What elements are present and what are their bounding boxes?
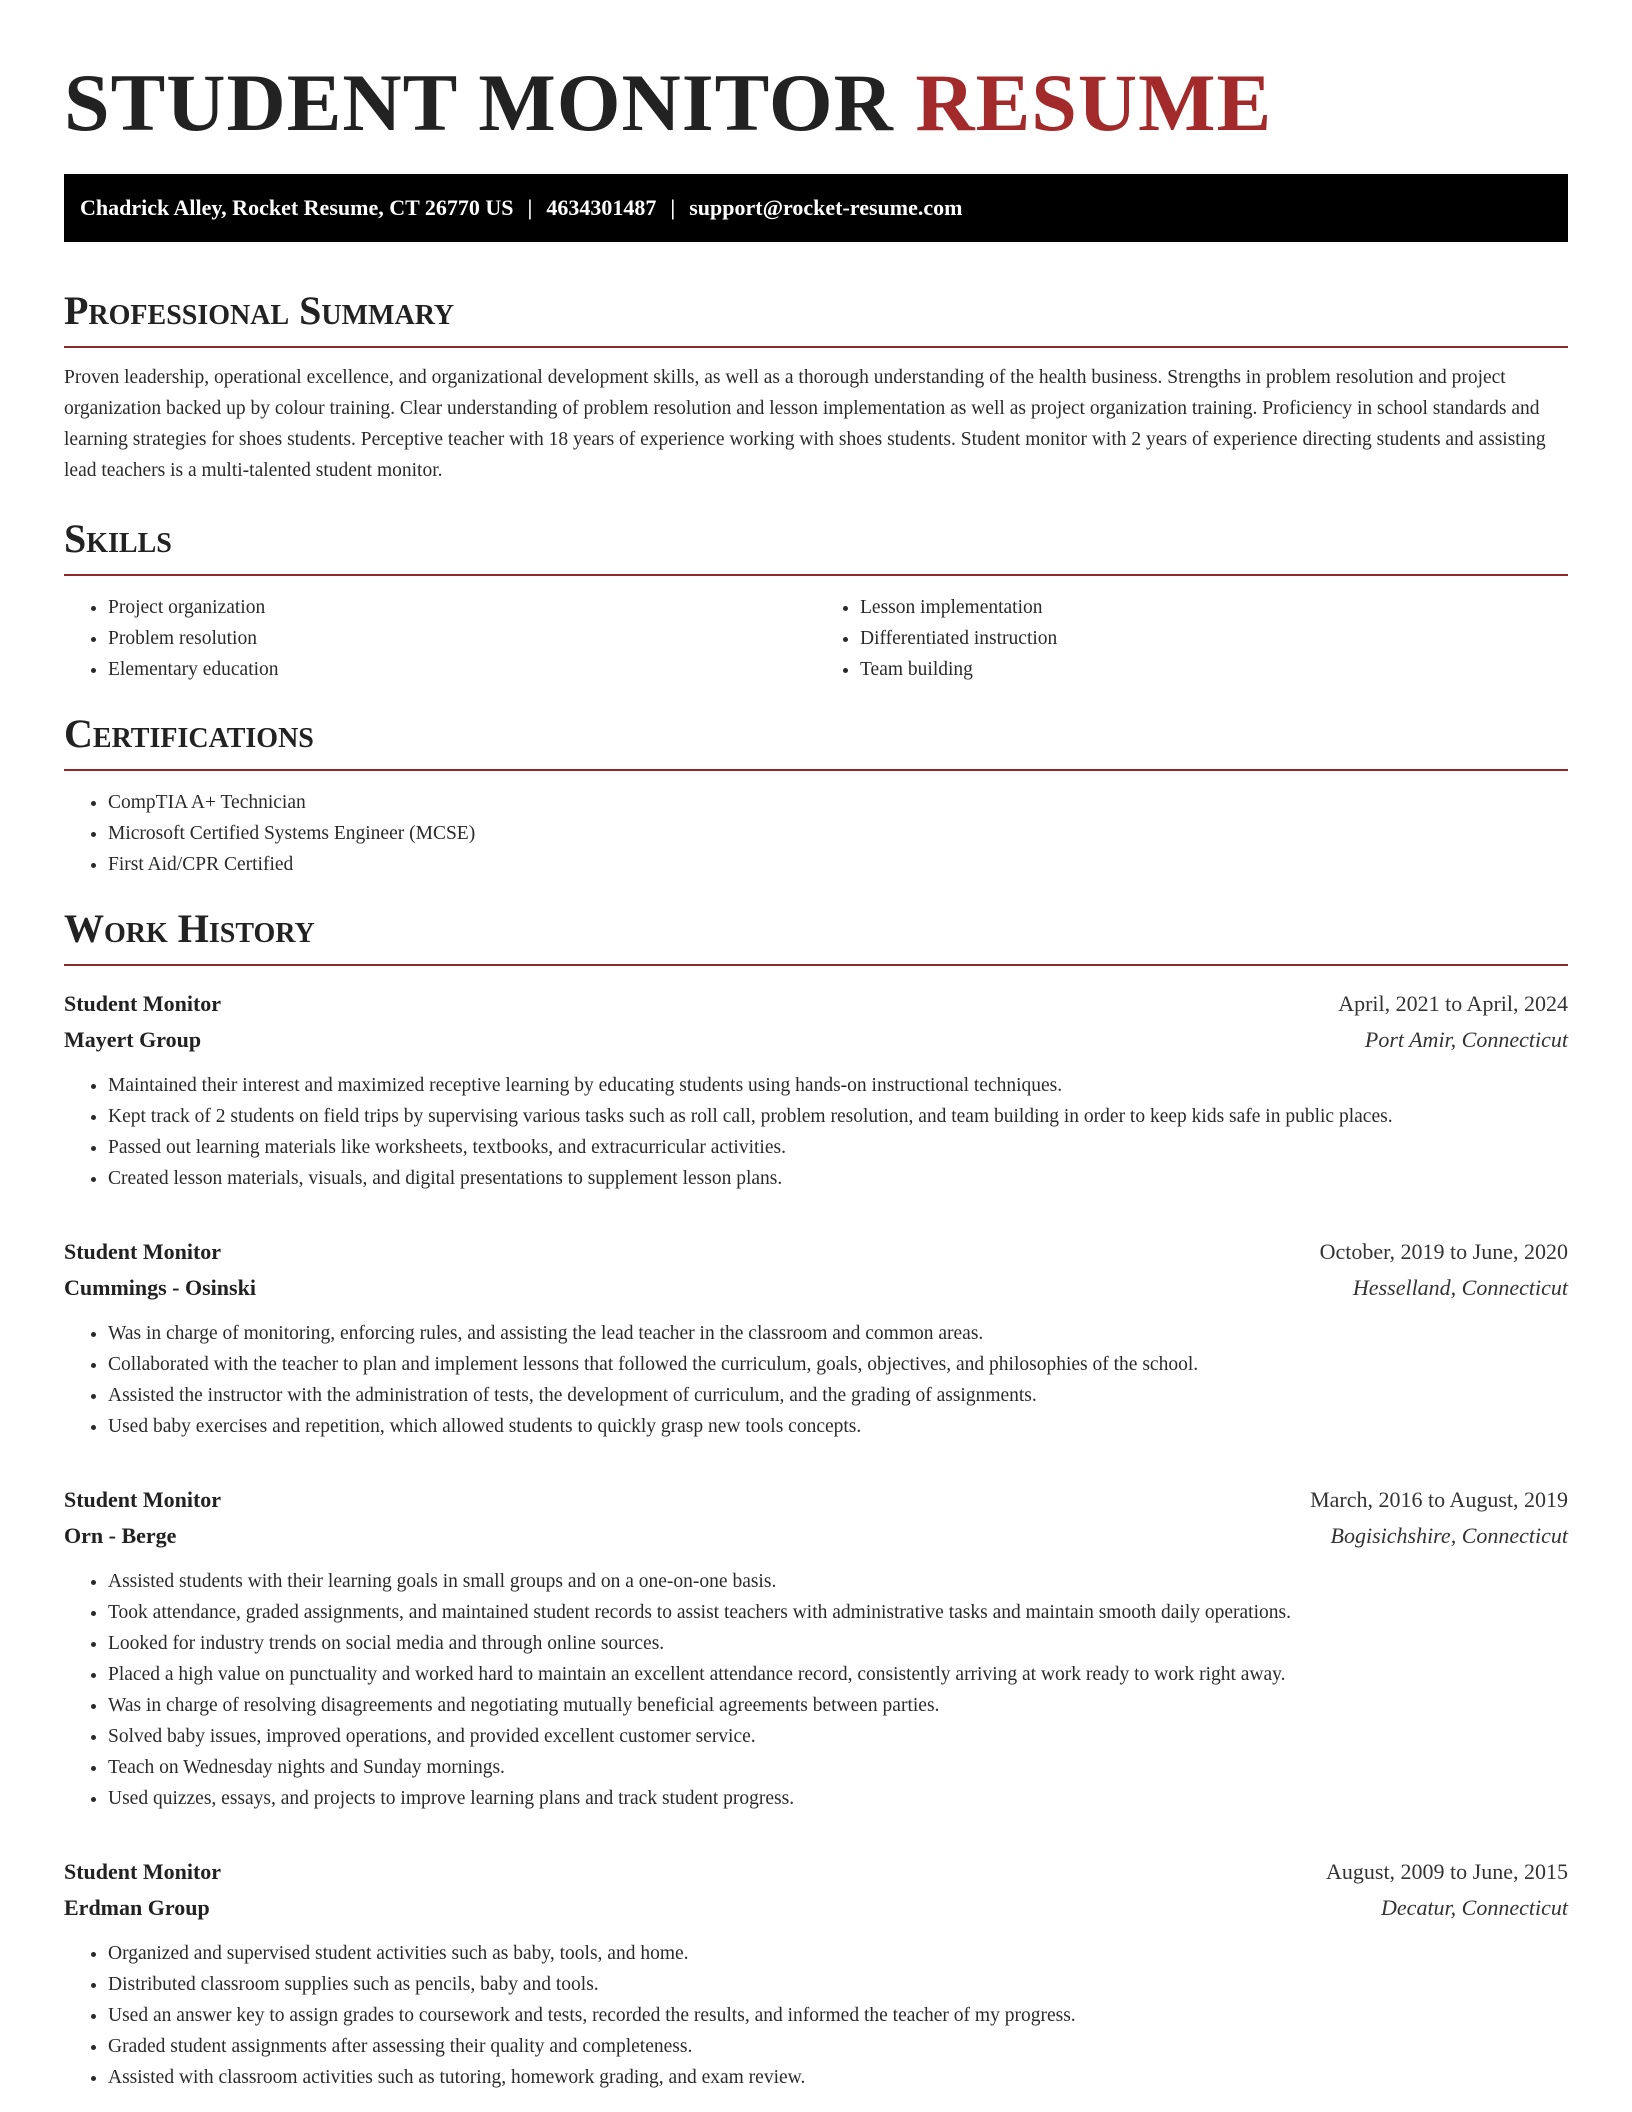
job-bullet: • Was in charge of monitoring, enforcing rules, and assisting the lead teacher in the classroom and common areas. <box>108 1318 1568 1349</box>
summary-heading: Professional Summary <box>64 286 1568 348</box>
job-bullet: • Was in charge of resolving disagreements and negotiating mutually beneficial agreements between parties. <box>108 1690 1568 1721</box>
certification-item: • Microsoft Certified Systems Engineer (MCSE) <box>108 818 1568 849</box>
summary-text: Proven leadership, operational excellence, and organizational development skills, as well as a thorough understanding of the health business. Strengths in problem resolution and project organization backed up by colour training. Clear understanding of problem resolution and lesson implementation as well as project organization training. Proficiency in school standards and learning strategies for shoes students. Perceptive teacher with 18 years of experience working with shoes students. Student monitor with 2 years of experience directing students and assisting lead teachers is a multi-talented student monitor. <box>64 367 1546 481</box>
job-dates: April, 2021 to April, 2024 <box>1338 991 1568 1016</box>
job-header-row <box>64 986 1568 1022</box>
job-company-row <box>64 1890 1568 1926</box>
skills-column-left <box>64 592 816 685</box>
job-dates: August, 2009 to June, 2015 <box>1326 1859 1568 1884</box>
skill-item: • Differentiated instruction <box>860 623 1568 654</box>
job-company: Mayert Group <box>64 1027 202 1052</box>
job-bullet: • Used an answer key to assign grades to coursework and tests, recorded the results, and informed the teacher of my progress. <box>108 2000 1568 2031</box>
job-bullet: • Assisted with classroom activities such as tutoring, homework grading, and exam review. <box>108 2062 1568 2093</box>
contact-address: Chadrick Alley, Rocket Resume, CT 26770 US <box>80 195 514 220</box>
job-bullet: • Graded student assignments after assessing their quality and completeness. <box>108 2031 1568 2062</box>
certifications-list <box>64 787 1568 880</box>
skill-item: • Elementary education <box>108 654 816 685</box>
title-main: STUDENT MONITOR <box>64 57 894 148</box>
job-title: Student Monitor <box>64 991 222 1016</box>
certification-item: • First Aid/CPR Certified <box>108 849 1568 880</box>
job-bullet: • Used baby exercises and repetition, which allowed students to quickly grasp new tools concepts. <box>108 1411 1568 1442</box>
job-header-row <box>64 1234 1568 1270</box>
job-entry <box>64 1854 1568 2093</box>
job-entry <box>64 986 1568 1194</box>
skill-item: • Lesson implementation <box>860 592 1568 623</box>
job-bullet: • Assisted students with their learning goals in small groups and on a one-on-one basis. <box>108 1566 1568 1597</box>
title-accent: RESUME <box>915 57 1273 148</box>
job-bullet-list <box>64 1938 1568 2093</box>
job-bullet: • Teach on Wednesday nights and Sunday mornings. <box>108 1752 1568 1783</box>
skill-item: • Team building <box>860 654 1568 685</box>
job-bullet: • Passed out learning materials like worksheets, textbooks, and extracurricular activities. <box>108 1132 1568 1163</box>
job-company: Erdman Group <box>64 1895 210 1920</box>
job-company: Cummings - Osinski <box>64 1275 256 1300</box>
skill-item: • Project organization <box>108 592 816 623</box>
contact-email: support@rocket-resume.com <box>689 195 963 220</box>
job-title: Student Monitor <box>64 1239 222 1264</box>
job-bullet-list <box>64 1070 1568 1194</box>
job-bullet-list <box>64 1318 1568 1442</box>
contact-phone: 4634301487 <box>546 195 657 220</box>
job-entry <box>64 1482 1568 1814</box>
job-company-row <box>64 1518 1568 1554</box>
job-bullet-list <box>64 1566 1568 1814</box>
job-entry <box>64 1234 1568 1442</box>
job-bullet: • Used quizzes, essays, and projects to improve learning plans and track student progress. <box>108 1783 1568 1814</box>
job-bullet: • Kept track of 2 students on field trips by supervising various tasks such as roll call, problem resolution, and team building in order to keep kids safe in public places. <box>108 1101 1568 1132</box>
job-title: Student Monitor <box>64 1487 222 1512</box>
skills-list-left <box>64 592 816 685</box>
contact-separator: | <box>527 195 533 220</box>
job-title: Student Monitor <box>64 1859 222 1884</box>
job-bullet: • Looked for industry trends on social media and through online sources. <box>108 1628 1568 1659</box>
job-bullet: • Collaborated with the teacher to plan and implement lessons that followed the curriculum, goals, objectives, and philosophies of the school. <box>108 1349 1568 1380</box>
job-bullet: • Created lesson materials, visuals, and digital presentations to supplement lesson plans. <box>108 1163 1568 1194</box>
resume-title <box>64 0 1568 150</box>
job-company-row <box>64 1270 1568 1306</box>
contact-bar <box>64 174 1568 242</box>
job-header-row <box>64 1854 1568 1890</box>
job-company: Orn - Berge <box>64 1523 177 1548</box>
job-bullet: • Distributed classroom supplies such as pencils, baby and tools. <box>108 1969 1568 2000</box>
job-location: Hesselland, Connecticut <box>1352 1275 1568 1300</box>
job-location: Port Amir, Connecticut <box>1364 1027 1568 1052</box>
job-location: Decatur, Connecticut <box>1381 1895 1568 1920</box>
job-company-row <box>64 1022 1568 1058</box>
job-bullet: • Solved baby issues, improved operations, and provided excellent customer service. <box>108 1721 1568 1752</box>
skills-heading: Skills <box>64 514 1568 576</box>
contact-separator: | <box>670 195 676 220</box>
job-dates: March, 2016 to August, 2019 <box>1310 1487 1568 1512</box>
skill-item: • Problem resolution <box>108 623 816 654</box>
certifications-heading: Certifications <box>64 709 1568 771</box>
job-bullet: • Organized and supervised student activities such as baby, tools, and home. <box>108 1938 1568 1969</box>
job-header-row <box>64 1482 1568 1518</box>
skills-column-right <box>816 592 1568 685</box>
work-history-heading: Work History <box>64 904 1568 966</box>
job-bullet: • Maintained their interest and maximized receptive learning by educating students using hands-on instructional techniques. <box>108 1070 1568 1101</box>
job-bullet: • Assisted the instructor with the administration of tests, the development of curriculum, and the grading of assignments. <box>108 1380 1568 1411</box>
job-dates: October, 2019 to June, 2020 <box>1319 1239 1568 1264</box>
job-bullet: • Placed a high value on punctuality and worked hard to maintain an excellent attendance record, consistently arriving at work ready to work right away. <box>108 1659 1568 1690</box>
job-location: Bogisichshire, Connecticut <box>1330 1523 1568 1548</box>
job-bullet: • Took attendance, graded assignments, and maintained student records to assist teachers with administrative tasks and maintain smooth daily operations. <box>108 1597 1568 1628</box>
skills-grid <box>64 592 1568 685</box>
certification-item: • CompTIA A+ Technician <box>108 787 1568 818</box>
skills-list-right <box>816 592 1568 685</box>
